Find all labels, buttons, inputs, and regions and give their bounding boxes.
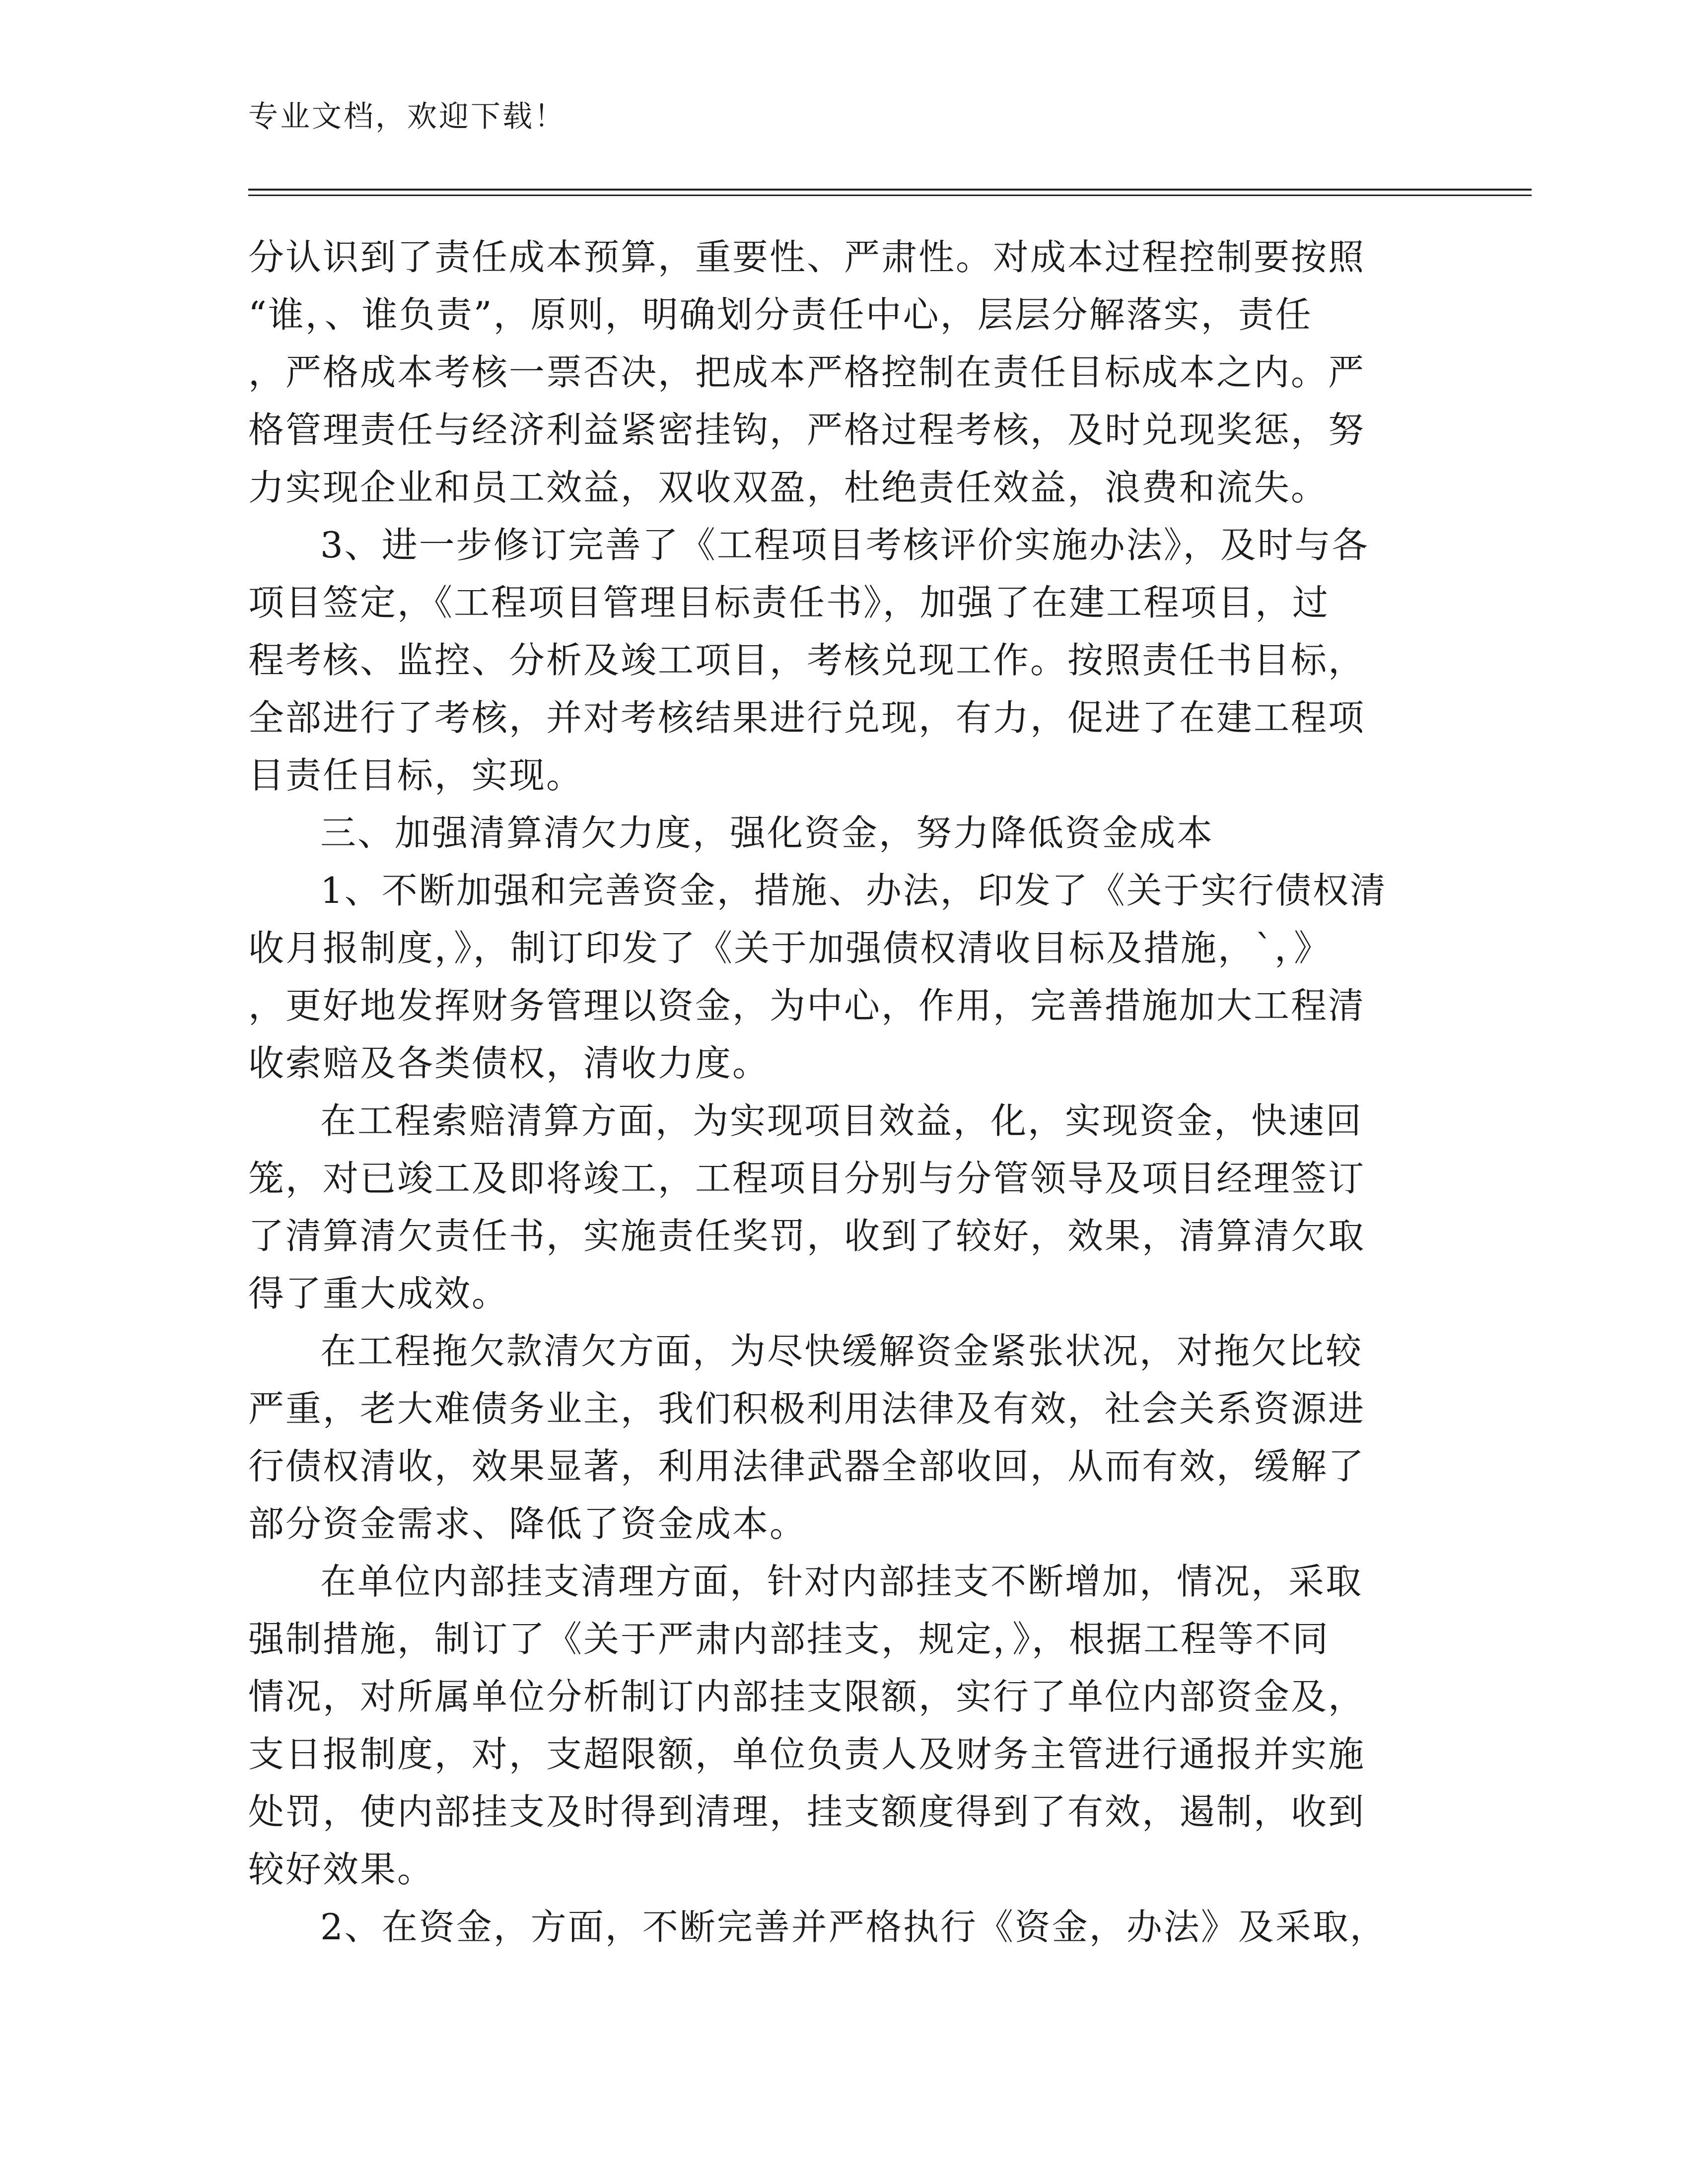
body-text-line: 3、进一步修订完善了《工程项目考核评价实施办法》，及时与各 (320, 524, 1369, 566)
body-text-line: 三、加强清算清欠力度，强化资金，努力降低资金成本 (320, 812, 1214, 854)
body-text-line: 强制措施，制订了《关于严肃内部挂支，规定，》，根据工程等不同 (248, 1618, 1330, 1660)
body-text-line: 在工程拖欠款清欠方面，为尽快缓解资金紧张状况，对拖欠比较 (320, 1330, 1363, 1372)
body-text-line: 严重，老大难债务业主，我们积极利用法律及有效，社会关系资源进 (248, 1388, 1366, 1430)
body-text-line: 2、在资金，方面，不断完善并严格执行《资金，办法》及采取， (320, 1906, 1387, 1948)
body-text-line: 处罚，使内部挂支及时得到清理，挂支额度得到了有效，遏制，收到 (248, 1791, 1366, 1833)
body-text-line: 了清算清欠责任书，实施责任奖罚，收到了较好，效果，清算清欠取 (248, 1215, 1366, 1257)
body-text-line: 全部进行了考核，并对考核结果进行兑现，有力，促进了在建工程项 (248, 697, 1366, 739)
body-text-line: 笼，对已竣工及即将竣工，工程项目分别与分管领导及项目经理签订 (248, 1158, 1366, 1199)
body-text-line: 在单位内部挂支清理方面，针对内部挂支不断增加，情况，采取 (320, 1561, 1363, 1602)
body-text-line: 格管理责任与经济利益紧密挂钩，严格过程考核，及时兑现奖惩，努 (248, 409, 1366, 451)
body-text-line: 收月报制度，》，制订印发了《关于加强债权清收目标及措施，`，》 (248, 927, 1332, 969)
body-text-line: 得了重大成效。 (248, 1273, 509, 1314)
body-text-line: ，更好地发挥财务管理以资金，为中心，作用，完善措施加大工程清 (248, 985, 1366, 1026)
body-text-line: “谁，、谁负责”，原则，明确划分责任中心，层层分解落实，责任 (248, 294, 1313, 336)
body-text-line: 1、不断加强和完善资金，措施、办法，印发了《关于实行债权清 (320, 870, 1387, 911)
body-text-line: 较好效果。 (248, 1848, 435, 1890)
body-text-line: 行债权清收，效果显著，利用法律武器全部收回，从而有效，缓解了 (248, 1445, 1366, 1487)
body-text-line: 支日报制度，对，支超限额，单位负责人及财务主管进行通报并实施 (248, 1733, 1366, 1775)
body-text-line: 部分资金需求、降低了资金成本。 (248, 1503, 807, 1545)
body-text-line: 力实现企业和员工效益，双收双盈，杜绝责任效益，浪费和流失。 (248, 467, 1329, 508)
body-text-line: 在工程索赔清算方面，为实现项目效益，化，实现资金，快速回 (320, 1100, 1363, 1142)
header-rule-top (248, 189, 1532, 191)
body-text-line: 情况，对所属单位分析制订内部挂支限额，实行了单位内部资金及， (248, 1676, 1366, 1717)
body-text-line: 项目签定，《工程项目管理目标责任书》，加强了在建工程项目，过 (248, 582, 1330, 623)
body-text-line: 分认识到了责任成本预算，重要性、严肃性。对成本过程控制要按照 (248, 236, 1366, 278)
page-header: 专业文档，欢迎下载！ (248, 99, 566, 134)
body-text-line: ，严格成本考核一票否决，把成本严格控制在责任目标成本之内。严 (248, 351, 1366, 393)
body-text-line: 收索赔及各类债权，清收力度。 (248, 1042, 770, 1084)
header-rule-bottom (248, 195, 1532, 196)
body-text-line: 程考核、监控、分析及竣工项目，考核兑现工作。按照责任书目标， (248, 639, 1366, 681)
document-body (248, 228, 1440, 1956)
body-text-line: 目责任目标，实现。 (248, 754, 584, 796)
